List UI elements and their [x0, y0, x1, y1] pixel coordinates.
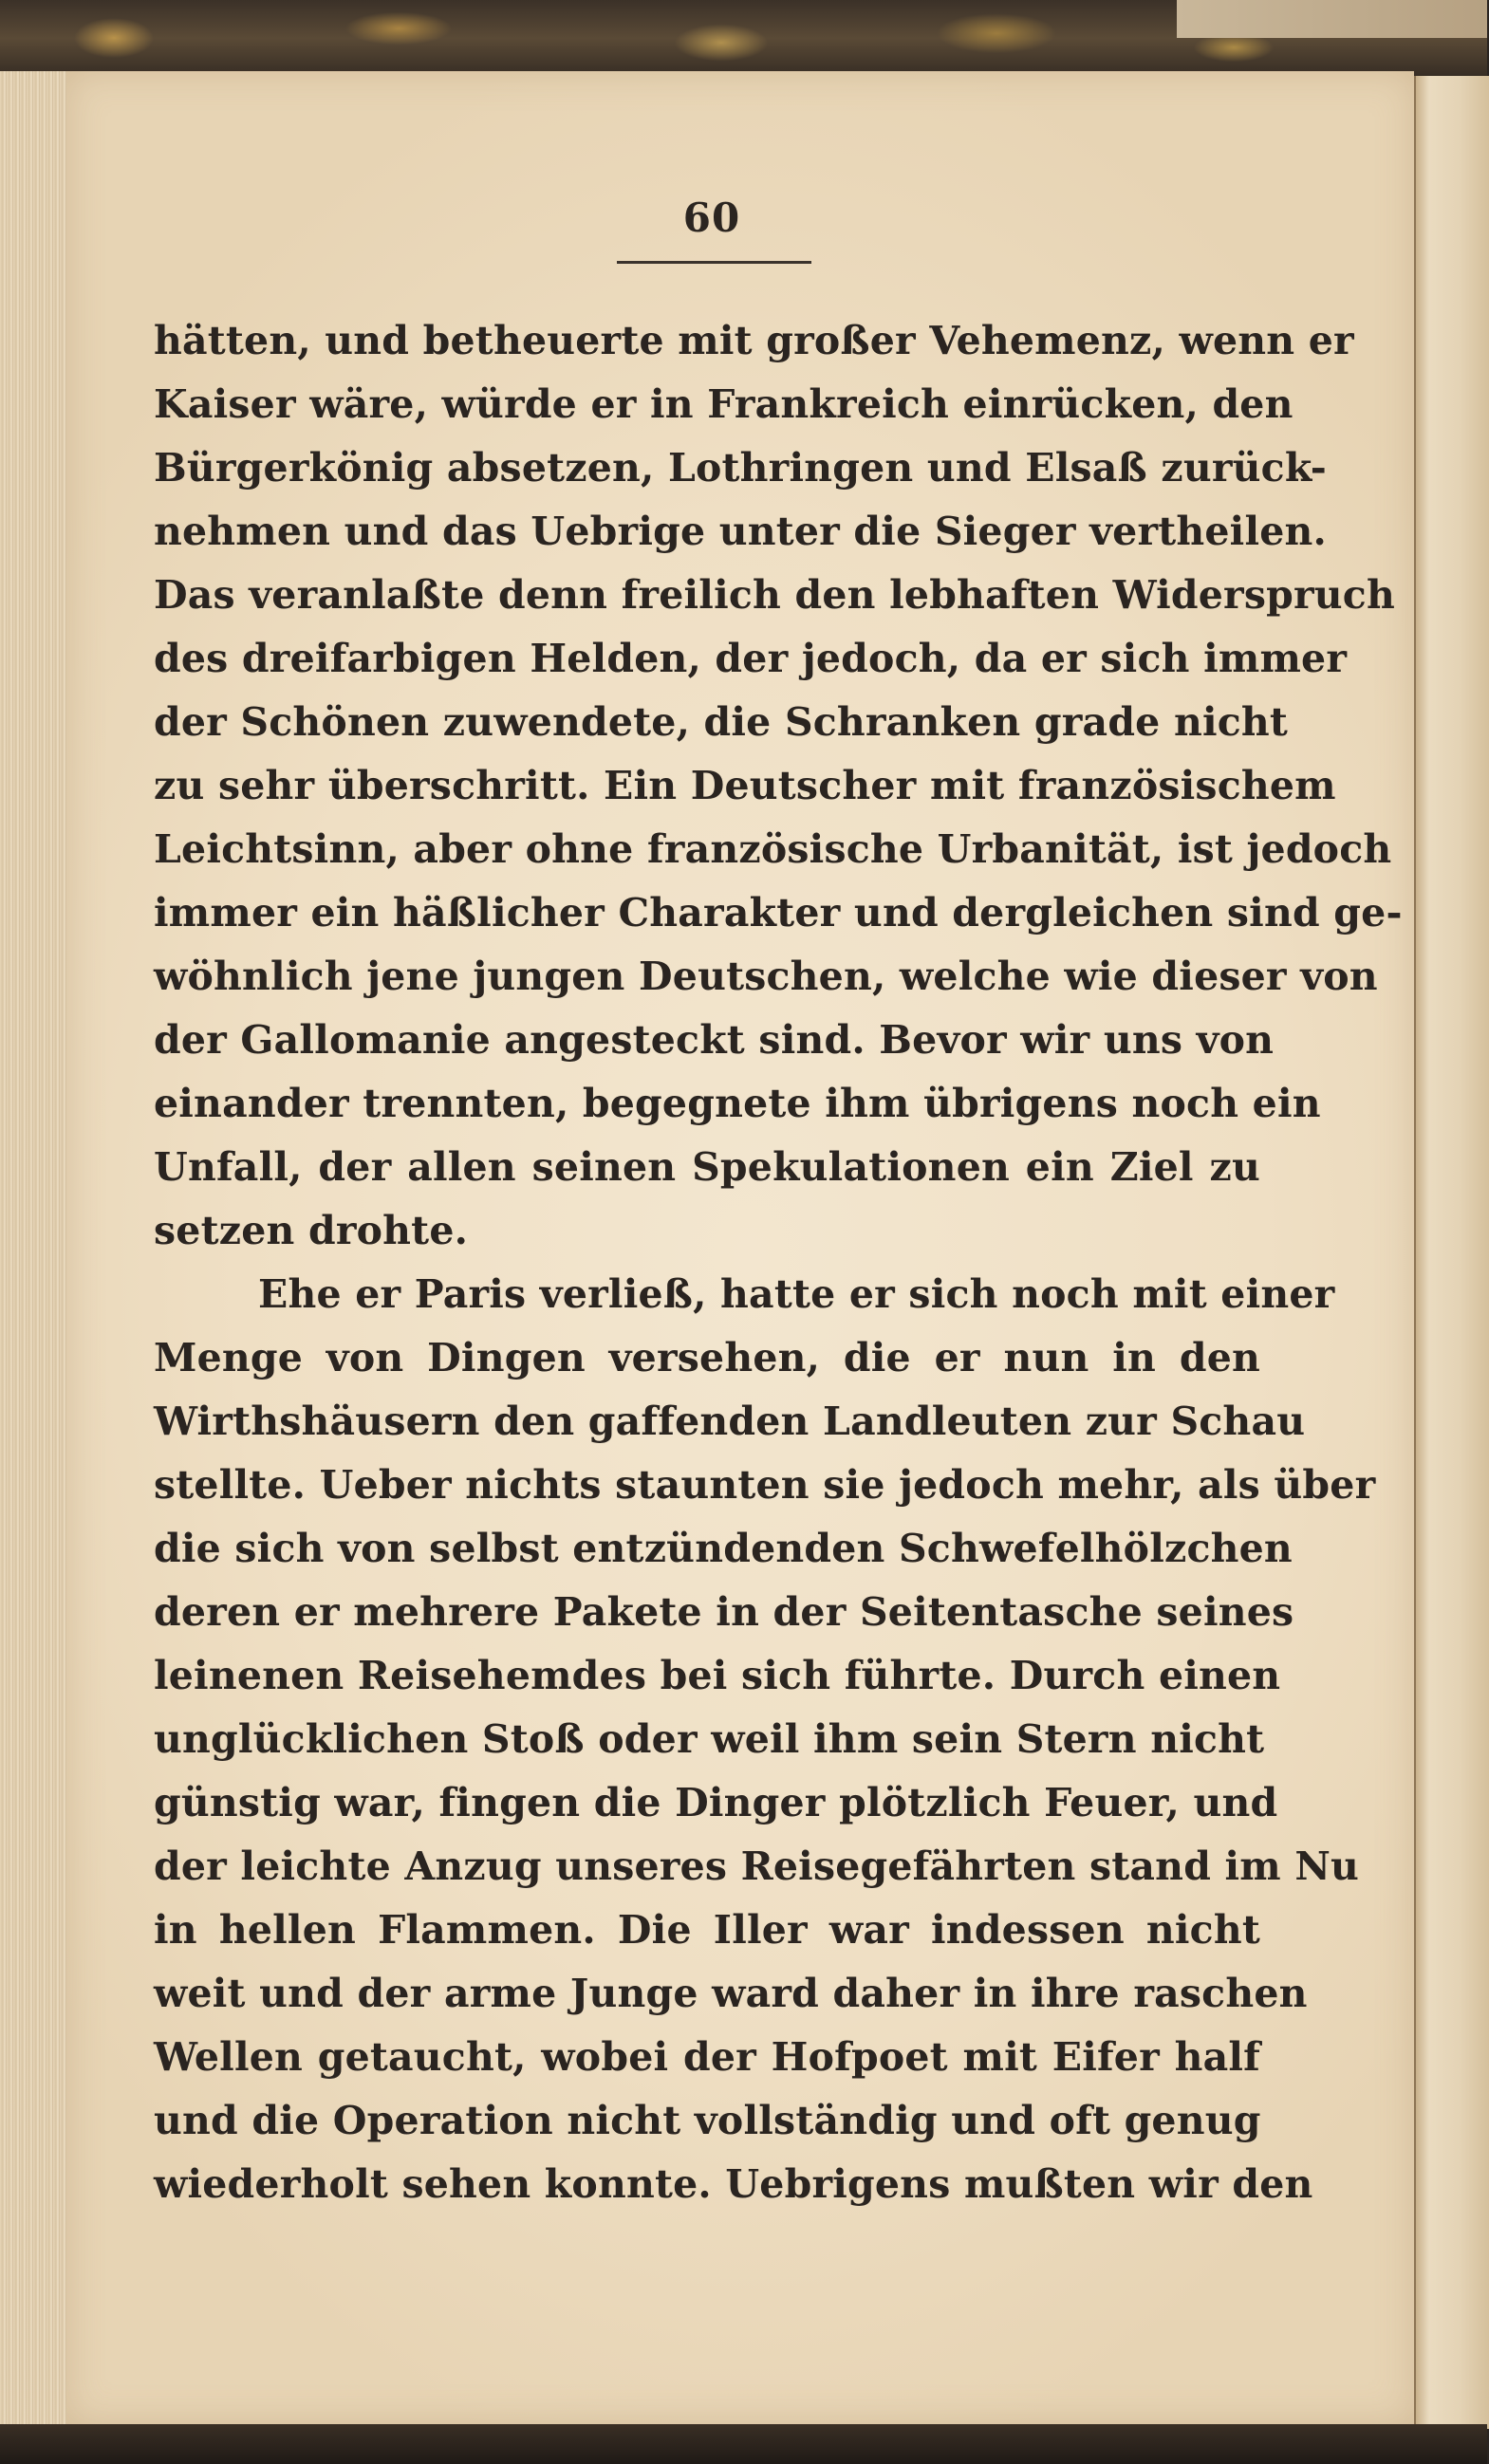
text-line: leinenen Reisehemdes bei sich führte. Durch einen [154, 1653, 1281, 1698]
text-line: Wellen getaucht, wobei der Hofpoet mit Eifer half [154, 2034, 1260, 2080]
text-line: Kaiser wäre, würde er in Frankreich einrücken, den [154, 381, 1294, 427]
page-edges-right [1414, 76, 1489, 2429]
book-spine-strip [1177, 0, 1487, 38]
text-line: der Schönen zuwendete, die Schranken grade nicht [154, 699, 1289, 745]
text-line: die sich von selbst entzündenden Schwefelhölzchen [154, 1526, 1293, 1571]
text-line: Das veranlaßte denn freilich den lebhaften Widerspruch [154, 572, 1395, 618]
text-line: nehmen und das Uebrige unter die Sieger vertheilen. [154, 509, 1327, 554]
text-line: günstig war, fingen die Dinger plötzlich Feuer, und [154, 1780, 1278, 1825]
text-line: wöhnlich jene jungen Deutschen, welche wie dieser von [154, 954, 1378, 999]
text-line: weit und der arme Junge ward daher in ihre raschen [154, 1971, 1308, 2016]
page-number: 60 [682, 195, 741, 241]
book-cover-bottom [0, 2424, 1487, 2464]
text-line: unglücklichen Stoß oder weil ihm sein Stern nicht [154, 1716, 1265, 1762]
page-number-rule [617, 261, 811, 264]
text-line: zu sehr überschritt. Ein Deutscher mit französischem [154, 763, 1336, 808]
text-line: Leichtsinn, aber ohne französische Urbanität, ist jedoch [154, 826, 1392, 872]
text-line: setzen drohte. [154, 1208, 469, 1253]
text-line: der Gallomanie angesteckt sind. Bevor wir uns von [154, 1017, 1275, 1063]
text-line: einander trennten, begegnete ihm übrigens noch ein [154, 1081, 1321, 1126]
text-line: hätten, und betheuerte mit großer Vehemenz, wenn er [154, 318, 1354, 363]
text-line: des dreifarbigen Helden, der jedoch, da er sich immer [154, 636, 1348, 681]
text-line: Wirthshäusern den gaffenden Landleuten zur Schau [154, 1399, 1306, 1444]
text-line: der leichte Anzug unseres Reisegefährten stand im Nu [154, 1843, 1360, 1889]
text-line: in hellen Flammen. Die Iller war indessen nicht [154, 1907, 1260, 1953]
page-edges-left [0, 71, 68, 2434]
text-line: wiederholt sehen konnte. Uebrigens mußten wir den [154, 2161, 1313, 2207]
text-line: deren er mehrere Pakete in der Seitentasche seines [154, 1589, 1294, 1635]
page-text-block [154, 309, 1403, 2216]
text-line: und die Operation nicht vollständig und oft genug [154, 2098, 1261, 2143]
text-line: Ehe er Paris verließ, hatte er sich noch mit einer [258, 1271, 1335, 1317]
text-line: immer ein häßlicher Charakter und dergleichen sind ge- [154, 890, 1403, 936]
text-line: Menge von Dingen versehen, die er nun in den [154, 1335, 1260, 1380]
text-line: stellte. Ueber nichts staunten sie jedoch mehr, als über [154, 1462, 1376, 1508]
text-line: Unfall, der allen seinen Spekulationen ein Ziel zu [154, 1144, 1260, 1190]
text-line: Bürgerkönig absetzen, Lothringen und Elsaß zurück- [154, 445, 1327, 491]
